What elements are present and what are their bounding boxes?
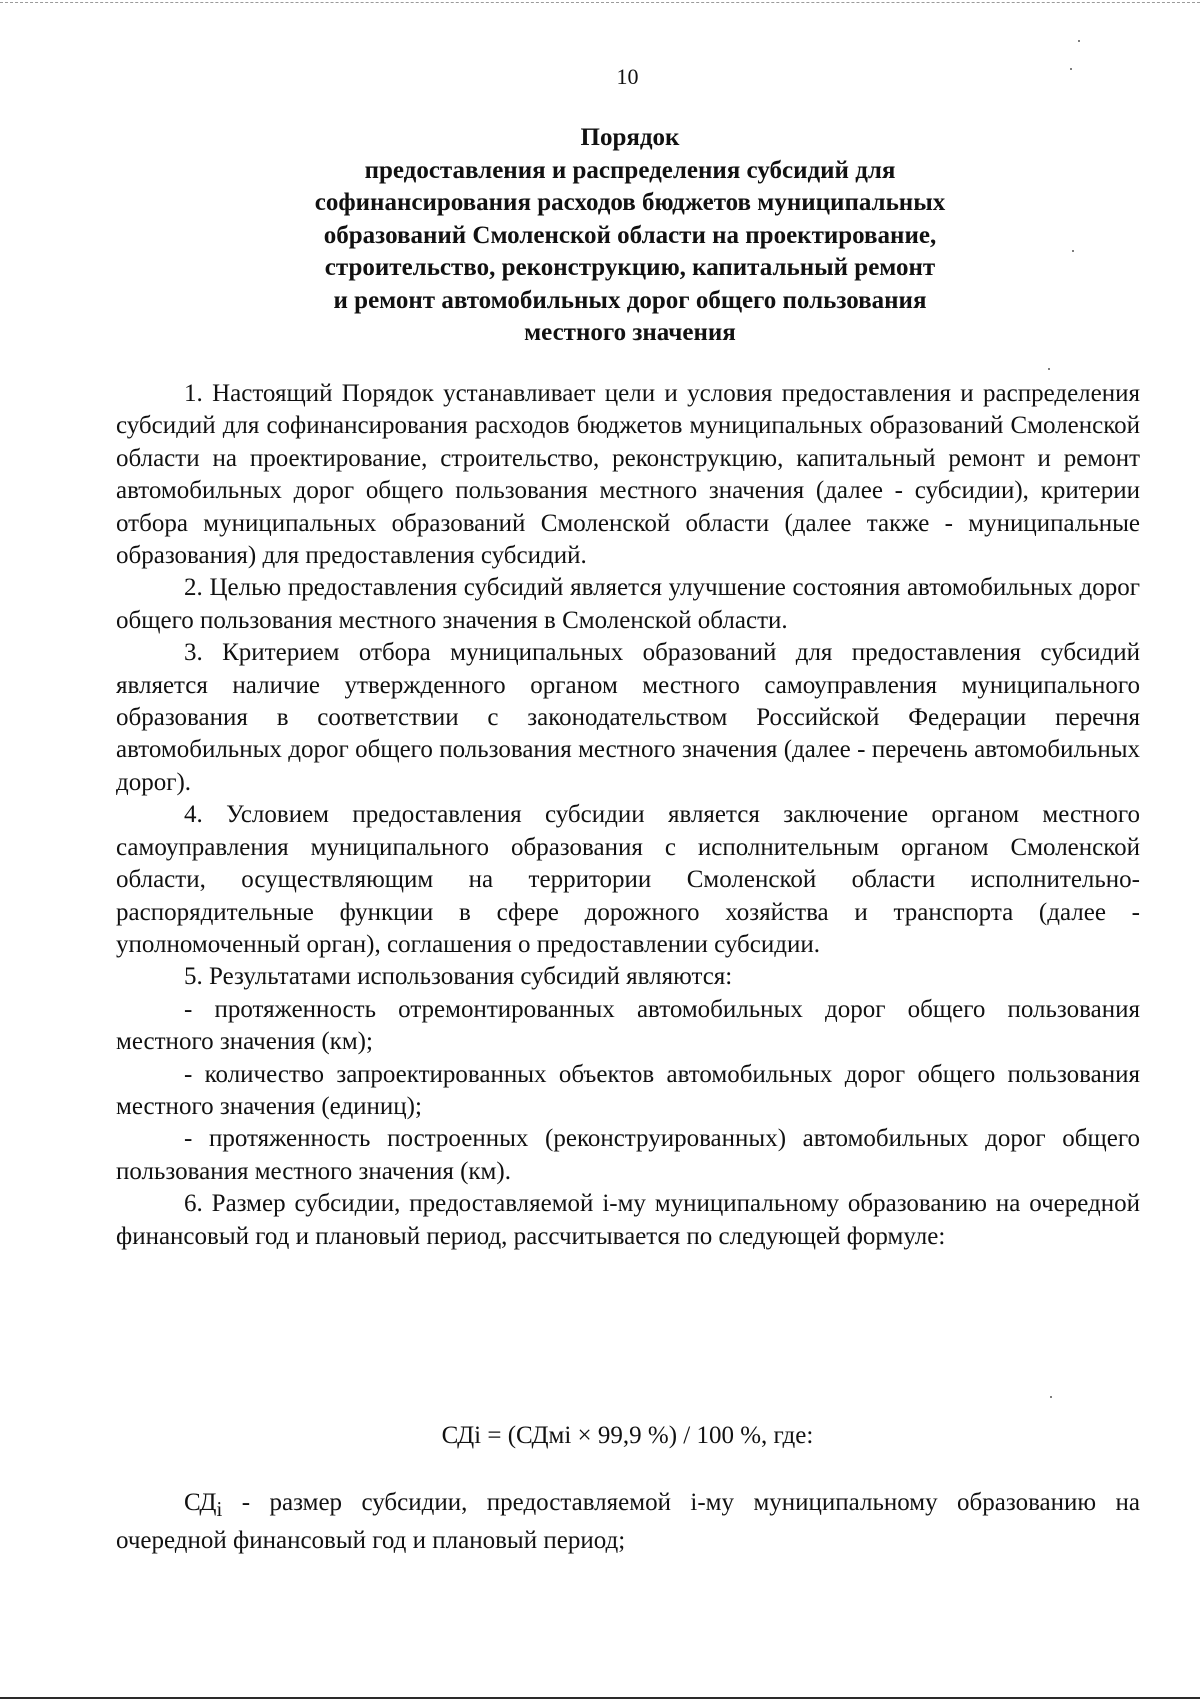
result-item-1: - протяженность отремонтированных автомобильных дорог общего пользования местного значения (км); (116, 995, 1140, 1056)
definition-line (116, 1487, 1140, 1558)
paragraph-2: 2. Целью предоставления субсидий является улучшение состояния автомобильных дорог общего пользования местного значения в Смоленской области. (116, 574, 1140, 634)
title-line-5: строительство, реконструкцию, капитальный ремонт (324, 254, 936, 281)
paragraph-4: 4. Условием предоставления субсидии является заключение органом местного самоуправления муниципального образования с исполнительным органом Смоленской области, осуществляющим на территории Смоленской области исполнительно-распорядительные функции в сфере дорожного хозяйства и транспорта (далее - уполномоченный орган), соглашения о предоставлении субсидии. (116, 801, 1140, 958)
page-number: 10 (616, 64, 639, 89)
title-line-3: софинансирования расходов бюджетов муниципальных (314, 189, 946, 216)
scan-speck (1048, 368, 1050, 370)
result-item-2: - количество запроектированных объектов автомобильных дорог общего пользования местного значения (единиц); (116, 1060, 1140, 1120)
scan-speck (1072, 250, 1074, 252)
top-edge-line (0, 2, 1200, 3)
title-line-1: Порядок (580, 124, 680, 151)
definition-subscript: i (216, 1497, 223, 1521)
scan-speck (1050, 1396, 1052, 1398)
paragraph-1: 1. Настоящий Порядок устанавливает цели и условия предоставления и распределения субсидий для софинансирования расходов бюджетов муниципальных образований Смоленской области на проектирование, строительство, реконструкцию, капитальный ремонт и ремонт автомобильных дорог общего пользования местного значения (далее - субсидии), критерии отбора муниципальных образований Смоленской области (далее также - муниципальные образования) для предоставления субсидий. (116, 380, 1140, 570)
formula-definition (116, 1487, 1140, 1558)
bottom-edge-line (0, 1697, 1200, 1699)
document-body (116, 378, 1140, 1253)
paragraph-5: 5. Результатами использования субсидий являются: (184, 963, 733, 991)
subsidy-formula: СДi = (СДмi × 99,9 %) / 100 %, где: (441, 1422, 814, 1449)
title-line-7: местного значения (524, 319, 736, 346)
paragraph-6: 6. Размер субсидии, предоставляемой i-му муниципальному образованию на очередной финансовый год и плановый период, рассчитывается по следующей формуле: (116, 1190, 1140, 1250)
title-line-4: образований Смоленской области на проектирование, (323, 221, 937, 249)
document-title (180, 122, 1080, 350)
paragraph-3: 3. Критерием отбора муниципальных образований для предоставления субсидий является наличие утвержденного органом местного самоуправления муниципального образования в соответствии с законодательством Российской Федерации перечня автомобильных дорог общего пользования местного значения (далее - перечень автомобильных дорог). (116, 639, 1140, 796)
scan-speck (1070, 68, 1072, 70)
title-line-2: предоставления и распределения субсидий для (364, 156, 896, 184)
definition-symbol: СД (184, 1489, 217, 1516)
title-line-6: и ремонт автомобильных дорог общего пользования (333, 286, 927, 314)
definition-text: - размер субсидии, предоставляемой i-му муниципальному образованию на очередной финансовый год и плановый период; (116, 1489, 1140, 1555)
result-item-3: - протяженность построенных (реконструированных) автомобильных дорог общего пользования местного значения (км). (116, 1125, 1140, 1185)
scan-speck (1078, 40, 1080, 42)
